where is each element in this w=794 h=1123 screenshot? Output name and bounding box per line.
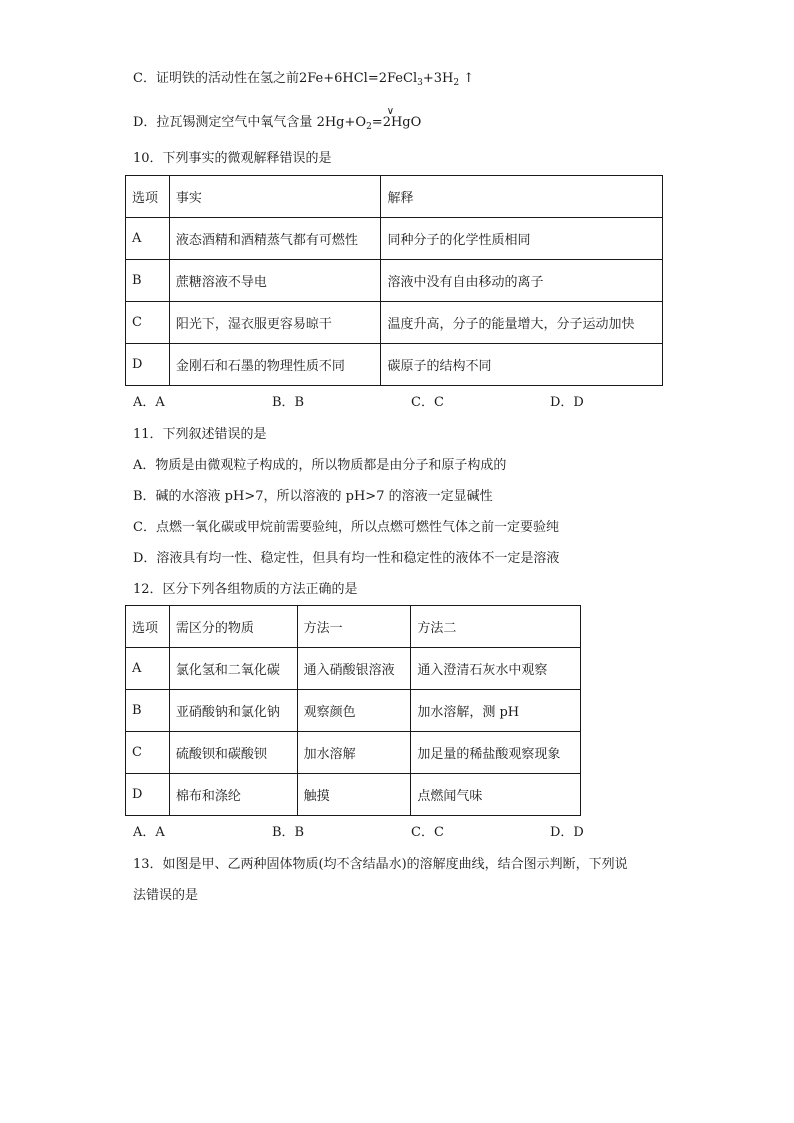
q9-option-c (133, 70, 474, 92)
table-row (126, 344, 663, 386)
table-header-cell: 方法一 (297, 606, 411, 648)
heating-mark-icon: ∨ (386, 106, 395, 117)
q10-stem: 10．下列事实的微观解释错误的是 (133, 151, 332, 166)
table-cell: A (126, 648, 170, 690)
answer-option-b[interactable]: B．B (272, 395, 305, 410)
answer-option-b[interactable]: B．B (272, 825, 305, 840)
q11-option-a[interactable]: A．物质是由微观粒子构成的，所以物质都是由分子和原子构成的 (133, 458, 507, 473)
q9-option-d (133, 106, 422, 136)
table-header-cell: 需区分的物质 (169, 606, 297, 648)
table-cell: 液态酒精和酒精蒸气都有可燃性 (169, 218, 381, 260)
table-header-cell: 事实 (169, 176, 381, 218)
table-cell: 通入硝酸银溶液 (297, 648, 411, 690)
table-cell: 同种分子的化学性质相同 (381, 218, 663, 260)
table-cell: B (126, 690, 170, 732)
answer-option-c[interactable]: C．C (411, 395, 444, 410)
answer-option-c[interactable]: C．C (411, 825, 444, 840)
table-cell: B (126, 260, 170, 302)
q9-option-c-equation: $2Fe+6HCl=2FeCl_3+3H_2$ ↑ (298, 71, 475, 88)
q9-option-d-text: D．拉瓦锡测定空气中氧气含量 (133, 115, 313, 130)
q12-stem: 12．区分下列各组物质的方法正确的是 (133, 582, 358, 597)
table-cell: C (126, 732, 170, 774)
q11-option-b[interactable]: B．碱的水溶液 pH>7，所以溶液的 pH>7 的溶液一定显碱性 (133, 489, 493, 504)
table-row (126, 260, 663, 302)
q13-stem-line-1: 13．如图是甲、乙两种固体物质(均不含结晶水)的溶解度曲线，结合图示判断，下列说 (133, 857, 628, 872)
answer-option-d[interactable]: D．D (550, 395, 584, 410)
table-cell: C (126, 302, 170, 344)
answer-option-d[interactable]: D．D (550, 825, 584, 840)
q10-table (125, 175, 663, 386)
table-cell: A (126, 218, 170, 260)
table-cell: 加水溶解 (297, 732, 411, 774)
q9-option-c-text: C．证明铁的活动性在氢之前 (133, 71, 299, 86)
table-header-row (126, 176, 663, 218)
table-header-cell: 选项 (126, 606, 170, 648)
table-cell: D (126, 774, 170, 816)
table-header-cell: 选项 (126, 176, 170, 218)
table-cell: D (126, 344, 170, 386)
table-header-cell: 方法二 (411, 606, 581, 648)
table-cell: 加水溶解，测 pH (411, 690, 581, 732)
table-cell: 触摸 (297, 774, 411, 816)
q13-stem-line-2: 法错误的是 (133, 888, 199, 903)
q12-table (125, 605, 581, 816)
q11-stem: 11．下列叙述错误的是 (133, 427, 267, 442)
table-cell: 硫酸钡和碳酸钡 (169, 732, 297, 774)
table-cell: 通入澄清石灰水中观察 (411, 648, 581, 690)
table-cell: 金刚石和石墨的物理性质不同 (169, 344, 381, 386)
q11-option-d[interactable]: D．溶液具有均一性、稳定性，但具有均一性和稳定性的液体不一定是溶液 (133, 551, 560, 566)
table-header-cell: 解释 (381, 176, 663, 218)
table-cell: 观察颜色 (297, 690, 411, 732)
table-cell: 溶液中没有自由移动的离子 (381, 260, 663, 302)
q11-option-c[interactable]: C．点燃一氧化碳或甲烷前需要验纯，所以点燃可燃性气体之前一定要验纯 (133, 520, 559, 535)
table-cell: 亚硝酸钠和氯化钠 (169, 690, 297, 732)
table-row (126, 732, 581, 774)
table-cell: 温度升高，分子的能量增大，分子运动加快 (381, 302, 663, 344)
table-row (126, 648, 581, 690)
table-cell: 氯化氢和二氧化碳 (169, 648, 297, 690)
table-cell: 阳光下，湿衣服更容易晾干 (169, 302, 381, 344)
table-row (126, 690, 581, 732)
table-cell: 棉布和涤纶 (169, 774, 297, 816)
answer-option-a[interactable]: A．A (133, 825, 165, 840)
table-cell: 点燃闻气味 (411, 774, 581, 816)
table-cell: 碳原子的结构不同 (381, 344, 663, 386)
table-row (126, 218, 663, 260)
answer-option-a[interactable]: A．A (133, 395, 165, 410)
table-row (126, 774, 581, 816)
table-row (126, 302, 663, 344)
table-cell: 加足量的稀盐酸观察现象 (411, 732, 581, 774)
table-cell: 蔗糖溶液不导电 (169, 260, 381, 302)
q9-option-d-equation: $2Hg+O_2$ ∨ =2HgO (317, 115, 422, 130)
table-header-row (126, 606, 581, 648)
gas-arrow-icon: ↑ (463, 71, 475, 86)
